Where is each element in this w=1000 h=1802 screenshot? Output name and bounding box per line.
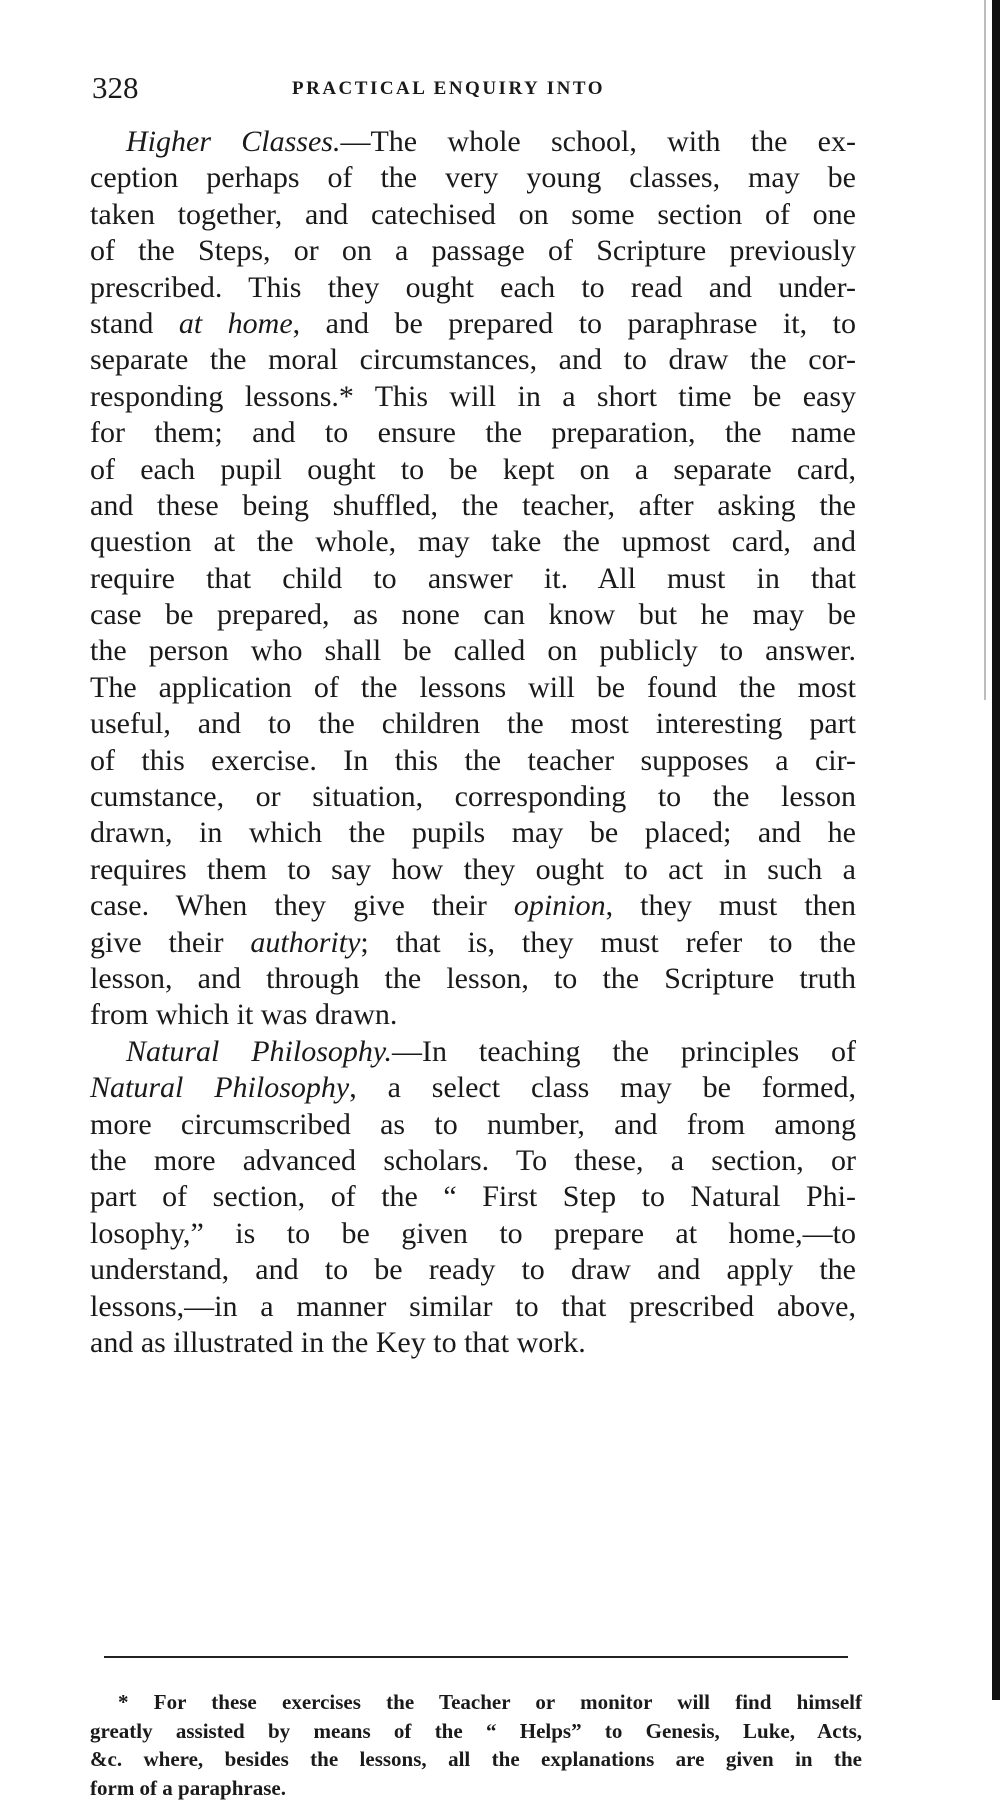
running-head [92, 68, 872, 108]
text-line: case be prepared, as none can know but he may be [90, 598, 856, 632]
text-line: part of section, of the “ First Step to Natural Phi- [90, 1180, 856, 1214]
text-line: The application of the lessons will be found the most [90, 670, 856, 704]
footnote [90, 1688, 862, 1802]
text-line: the person who shall be called on publicly to answer. [90, 634, 856, 668]
text-line: taken together, and catechised on some section of one [90, 197, 856, 231]
text-line: of the Steps, or on a passage of Scripture previously [90, 234, 856, 268]
text-line: separate the moral circumstances, and to draw the cor- [90, 343, 856, 377]
text-line: Higher Classes.—The whole school, with the ex- [126, 125, 856, 158]
page-edge-line [984, 0, 986, 700]
text-line: for them; and to ensure the preparation, the name [90, 416, 856, 450]
page-edge-shadow [992, 0, 1000, 1700]
text-line: the more advanced scholars. To these, a section, or [90, 1143, 856, 1177]
text-line: stand at home, and be prepared to paraphrase it, to [90, 306, 856, 340]
emphasis-at-home: at home [178, 306, 293, 340]
emphasis-authority: authority [250, 925, 361, 959]
text-line: more circumscribed as to number, and from among [90, 1107, 856, 1141]
text-line: lesson, and through the lesson, to the Scripture truth [90, 961, 856, 995]
text-line: and these being shuffled, the teacher, after asking the [90, 488, 856, 522]
text-line: question at the whole, may take the upmost card, and [90, 525, 856, 559]
footnote-line: greatly assisted by means of the “ Helps” to Genesis, Luke, Acts, [90, 1718, 862, 1743]
emphasis-opinion: opinion [513, 889, 606, 923]
text-line: Natural Philosophy, a select class may be formed, [90, 1071, 856, 1105]
text-line: and as illustrated in the Key to that work. [90, 1325, 586, 1359]
text-line: prescribed. This they ought each to read and under- [90, 270, 856, 304]
running-head-title: PRACTICAL ENQUIRY INTO [292, 78, 605, 99]
section-heading-natural-philosophy: Natural Philosophy. [126, 1034, 393, 1068]
text-line: requires them to say how they ought to act in such a [90, 852, 856, 886]
footnote-line: form of a paraphrase. [90, 1775, 286, 1800]
text-line: Natural Philosophy.—In teaching the principles of [126, 1034, 856, 1068]
text-line: cumstance, or situation, corresponding to the lesson [90, 780, 856, 814]
text-line: of each pupil ought to be kept on a separate card, [90, 452, 856, 486]
page-number: 328 [92, 70, 139, 105]
section-heading-higher-classes: Higher Classes. [126, 125, 341, 158]
text-line: give their authority; that is, they must refer to the [90, 925, 856, 959]
body-text [90, 124, 856, 1361]
footnote-divider [104, 1656, 848, 1658]
emphasis-natural-philosophy: Natural Philosophy [90, 1071, 350, 1105]
text-line: case. When they give their opinion, they must then [90, 889, 856, 923]
text-line: from which it was drawn. [90, 998, 398, 1032]
footnote-line: * For these exercises the Teacher or monitor will find himself [118, 1690, 862, 1714]
text-line: responding lessons.* This will in a short time be easy [90, 379, 856, 413]
text-line: understand, and to be ready to draw and apply the [90, 1253, 856, 1287]
text-line: require that child to answer it. All must in that [90, 561, 856, 595]
text-line: of this exercise. In this the teacher supposes a cir- [90, 743, 856, 777]
text-line: losophy,” is to be given to prepare at home,—to [90, 1216, 856, 1250]
text-line: drawn, in which the pupils may be placed; and he [90, 816, 856, 850]
text-line: ception perhaps of the very young classes, may be [90, 161, 856, 195]
footnote-line: &c. where, besides the lessons, all the explanations are given in the [90, 1747, 862, 1772]
text-line: useful, and to the children the most interesting part [90, 707, 856, 741]
text-line: lessons,—in a manner similar to that prescribed above, [90, 1289, 856, 1323]
